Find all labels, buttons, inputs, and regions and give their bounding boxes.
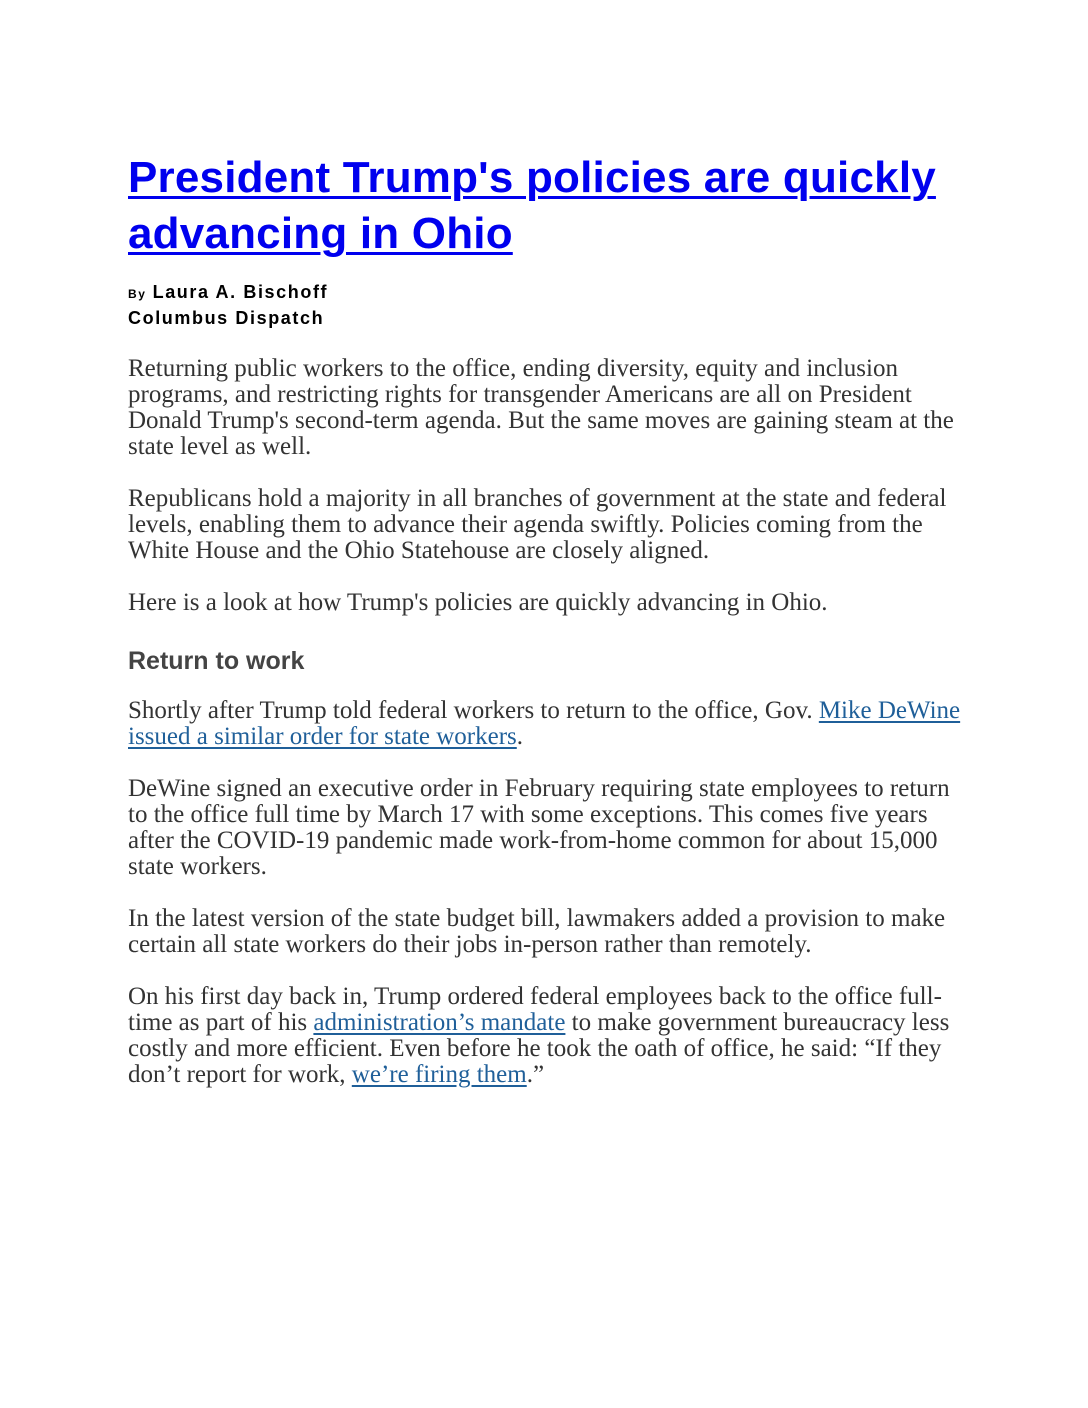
section-paragraph-3: In the latest version of the state budget bill, lawmakers added a provision to make certain all state workers do their jobs in-person rather than remotely. bbox=[128, 905, 946, 958]
paragraph-text: .” bbox=[526, 1061, 545, 1088]
intro-paragraph-1: Returning public workers to the office, ending diversity, equity and inclusion programs, and restricting rights for transgender Americans are all on President Donald Trump's second-term agenda. But the same moves are gaining steam at the state level as well. bbox=[128, 355, 954, 460]
paragraph-text: to make government bureaucracy less costly and more efficient. Even before he took the oath of office, he said: “If they don’t report for work, bbox=[128, 1009, 950, 1088]
dewine-order-link[interactable]: Mike DeWine issued a similar order for state workers bbox=[128, 697, 961, 750]
intro-paragraph-3: Here is a look at how Trump's policies are quickly advancing in Ohio. bbox=[128, 589, 828, 616]
section-heading: Return to work bbox=[128, 647, 305, 675]
section-paragraph-2: DeWine signed an executive order in February requiring state employees to return to the office full time by March 17 with some exceptions. This comes five years after the COVID-19 pandemic made work-from-home common for about 15,000 state workers. bbox=[128, 775, 950, 880]
article bbox=[128, 150, 968, 1088]
byline-by: By bbox=[128, 287, 147, 301]
byline-author: Laura A. Bischoff bbox=[152, 282, 329, 302]
intro-paragraph-2: Republicans hold a majority in all branches of government at the state and federal levels, enabling them to advance their agenda swiftly. Policies coming from the White House and the Ohio Statehouse are closely aligned. bbox=[128, 485, 947, 564]
byline-source: Columbus Dispatch bbox=[128, 308, 325, 328]
firing-them-link[interactable]: we’re firing them bbox=[351, 1061, 527, 1088]
byline bbox=[128, 280, 968, 330]
paragraph-text: Shortly after Trump told federal workers to return to the office, Gov. bbox=[128, 697, 819, 724]
paragraph-text: . bbox=[516, 723, 524, 750]
paragraph-text: On his first day back in, Trump ordered federal employees back to the office full-time as part of his bbox=[128, 983, 942, 1036]
headline-link[interactable]: President Trump's policies are quickly advancing in Ohio bbox=[128, 153, 936, 258]
section-paragraph-4 bbox=[128, 984, 968, 1088]
article-headline bbox=[128, 150, 968, 262]
section-paragraph-1 bbox=[128, 698, 968, 750]
administration-mandate-link[interactable]: administration’s mandate bbox=[313, 1009, 566, 1036]
